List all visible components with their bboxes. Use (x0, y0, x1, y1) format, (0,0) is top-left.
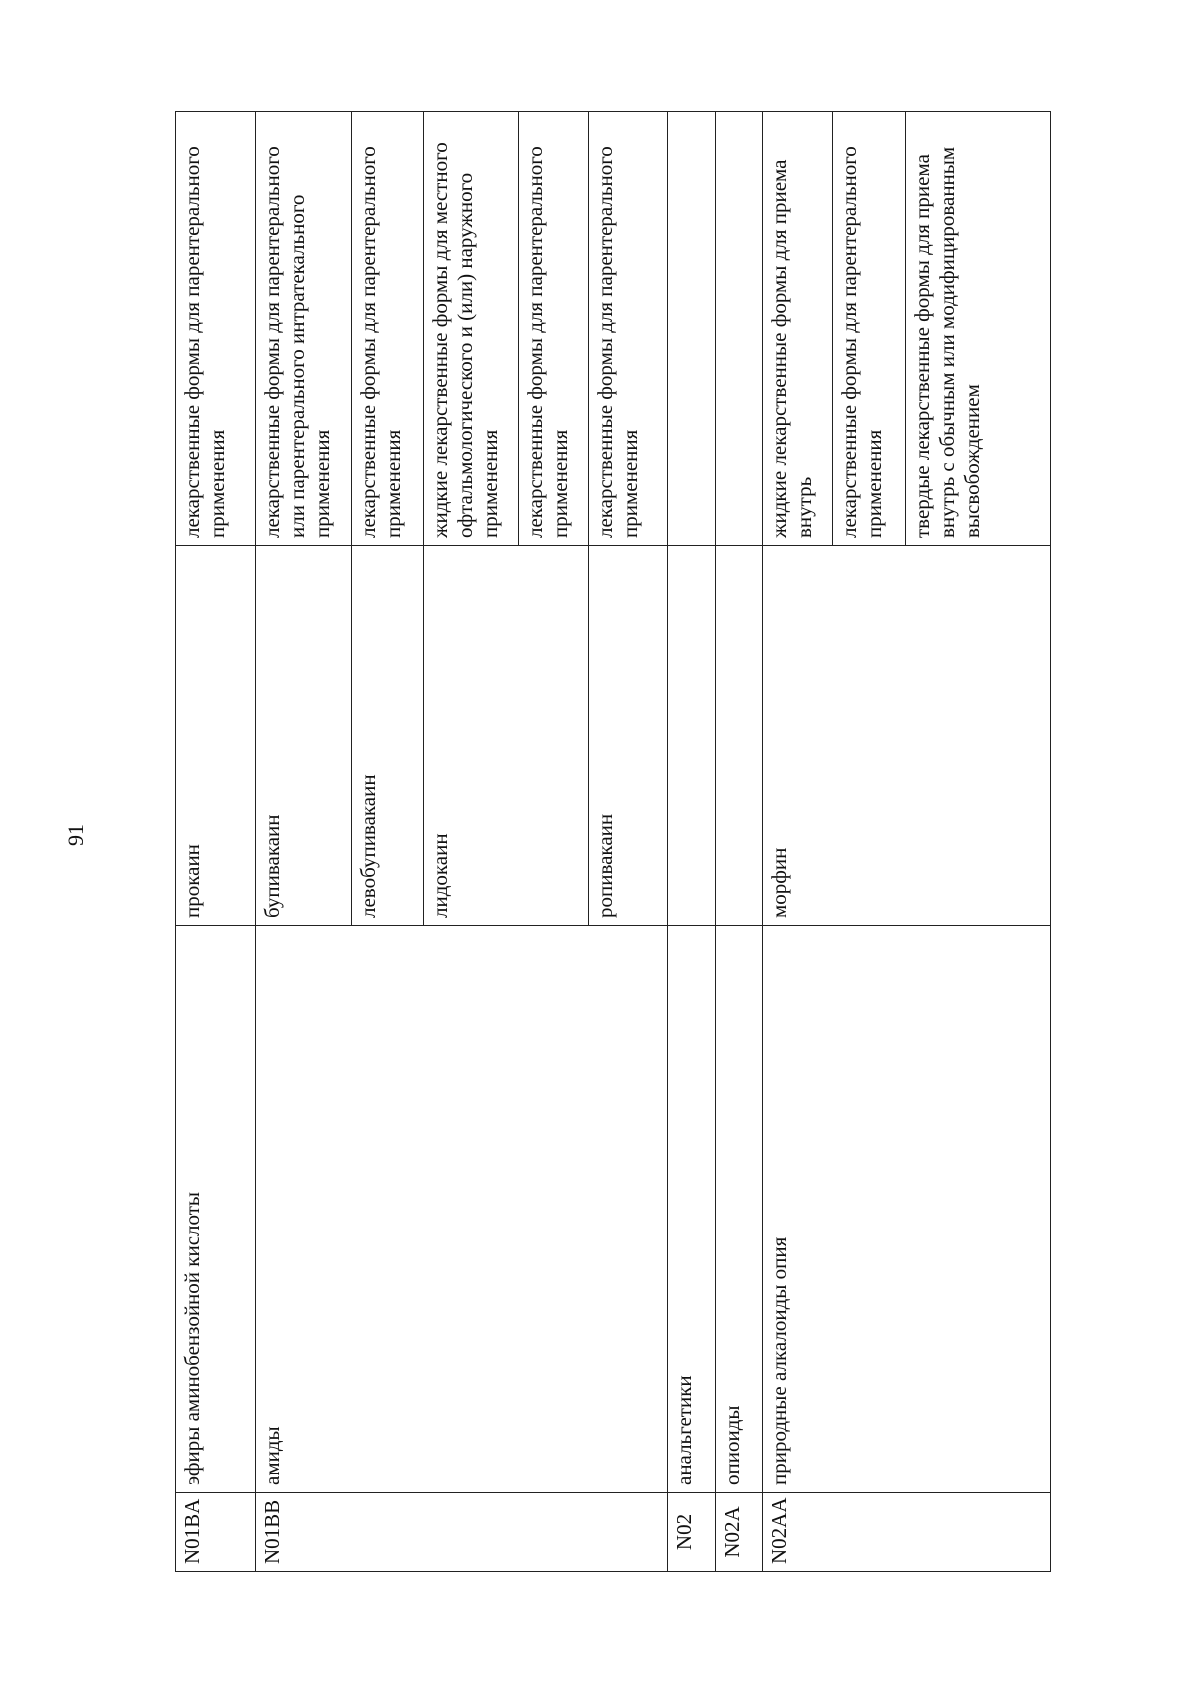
group-name: природные алкалоиды опия (763, 926, 1051, 1493)
rotated-table-wrapper (175, 112, 1050, 1572)
drug-table (175, 111, 1051, 1572)
group-name: амиды (256, 926, 668, 1493)
dosage-form: лекарственные формы для парентерального применения (176, 112, 256, 546)
table-row (716, 112, 763, 1572)
group-name: эфиры аминобензойной кислоты (176, 926, 256, 1493)
drug-name (668, 546, 716, 926)
drug-name: ропивакаин (589, 546, 668, 926)
atc-code: N01BA (176, 1493, 256, 1572)
drug-name: прокаин (176, 546, 256, 926)
dosage-form: жидкие лекарственные формы для приема внутрь (763, 112, 833, 546)
dosage-form (716, 112, 763, 546)
drug-name: лидокаин (424, 546, 589, 926)
table-row (176, 112, 256, 1572)
dosage-form: лекарственные формы для парентерального применения (833, 112, 906, 546)
atc-code: N02A (716, 1493, 763, 1572)
dosage-form: твердые лекарственные формы для приема внутрь с обычным или модифицированным высвобождением (906, 112, 1051, 546)
page-number: 91 (63, 824, 88, 846)
atc-code: N02 (668, 1493, 716, 1572)
dosage-form (668, 112, 716, 546)
drug-name: бупивакаин (256, 546, 352, 926)
group-name: опиоиды (716, 926, 763, 1493)
dosage-form: лекарственные формы для парентерального применения (519, 112, 589, 546)
atc-code: N02AA (763, 1493, 1051, 1572)
table-row (763, 112, 833, 1572)
drug-name: морфин (763, 546, 1051, 926)
dosage-form: лекарственные формы для парентерального применения (352, 112, 424, 546)
table-row (668, 112, 716, 1572)
table-row (256, 112, 352, 1572)
group-name: анальгетики (668, 926, 716, 1493)
dosage-form: лекарственные формы для парентерального или парентерального интратекального применения (256, 112, 352, 546)
drug-name: левобупивакаин (352, 546, 424, 926)
atc-code: N01BB (256, 1493, 668, 1572)
dosage-form: лекарственные формы для парентерального применения (589, 112, 668, 546)
drug-name (716, 546, 763, 926)
dosage-form: жидкие лекарственные формы для местного офтальмологического и (или) наружного применения (424, 112, 519, 546)
